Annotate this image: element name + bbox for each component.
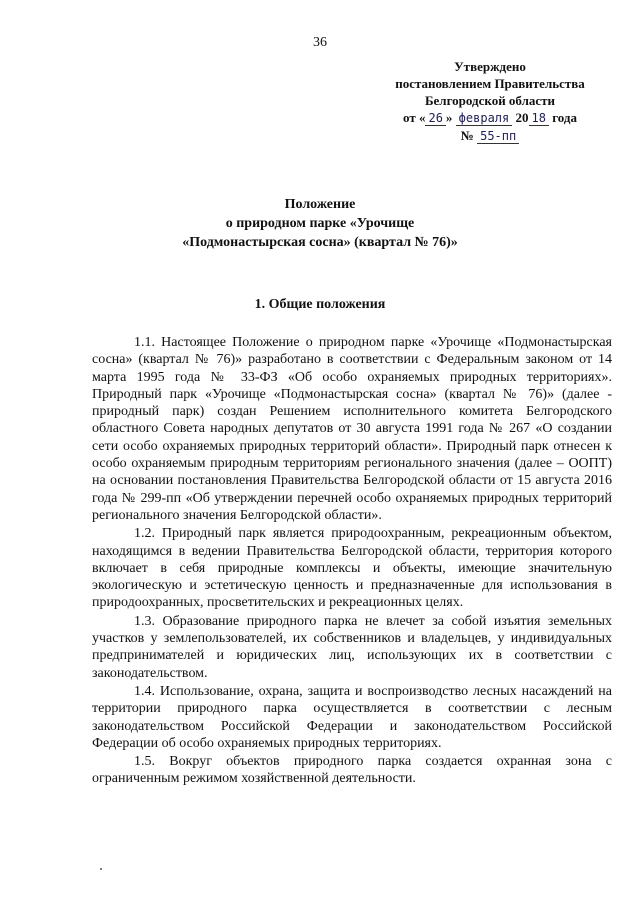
date-year-prefix: 20 — [515, 110, 529, 125]
title-line-2: о природном парке «Урочище — [225, 216, 415, 231]
approval-stamp — [370, 58, 610, 145]
section-heading: 1. Общие положения — [254, 297, 386, 312]
date-suffix: года — [552, 110, 577, 125]
paragraph-1-3: 1.3. Образование природного парка не влечет за собой изъятия земельных участков у землепользователей, их собственников и владельцев, у индивидуальных предпринимателей и юридических лиц, использующих их в соответствии с законодательством. — [92, 613, 612, 681]
approval-date — [370, 109, 610, 127]
date-month: февраля — [456, 111, 513, 126]
approval-line-by-decree: постановлением Правительства — [395, 76, 585, 91]
paragraph-1-2: 1.2. Природный парк является природоохранным, рекреационным объектом, находящимся в ведении Правительства Белгородской области, территория которого включает в себя природные комплексы и объекты, имеющие значительную экологическую и эстетическую ценность и предназначенные для использования в природоохранных, просветительских и рекреационных целях. — [92, 526, 612, 611]
title-line-1: Положение — [284, 197, 356, 212]
paragraph-1-1: 1.1. Настоящее Положение о природном парке «Урочище «Подмонастырская сосна» (квартал № 76)» разработано в соответствии с Федеральным законом от 14 марта 1995 года № 33-ФЗ «Об особо охраняемых природных территориях». Природный парк «Урочище «Подмонастырская сосна» (квартал № 76)» (далее - природный парк) создан Решением исполнительного комитета Белгородского областного Совета народных депутатов от 30 августа 1991 года № 267 «О создании сети особо охраняемых природных территорий области». Природный парк отнесен к особо охраняемым природным территориям регионального значения (далее – ООПТ) на основании постановления Правительства Белгородской области от 15 августа 2016 года № 299-пп «Об утверждении перечней особо охраняемых природных территорий регионального значения Белгородской области». — [92, 335, 612, 523]
scan-dot-mark — [100, 868, 102, 870]
approval-line-region: Белгородской области — [424, 93, 556, 108]
page-number: 36 — [313, 35, 327, 50]
approval-line-approved: Утверждено — [454, 59, 526, 74]
date-mid: » — [445, 110, 453, 125]
paragraph-1-5: 1.5. Вокруг объектов природного парка создается охранная зона с ограниченным режимом хозяйственной деятельности. — [92, 754, 612, 787]
number-prefix: № — [460, 128, 474, 143]
date-prefix: от « — [403, 110, 426, 125]
date-day: 26 — [425, 111, 445, 126]
approval-number — [370, 127, 610, 145]
date-year-suffix: 18 — [529, 111, 549, 126]
section-body — [92, 334, 612, 788]
title-line-3: «Подмонастырская сосна» (квартал № 76)» — [182, 235, 458, 250]
number-value: 55-пп — [477, 129, 519, 144]
document-title — [0, 195, 640, 252]
paragraph-1-4: 1.4. Использование, охрана, защита и воспроизводство лесных насаждений на территории природного парка осуществляется в соответствии с лесным законодательством Российской Федерации и законодательством Российской Федерации об особо охраняемых природных территориях. — [92, 683, 612, 751]
